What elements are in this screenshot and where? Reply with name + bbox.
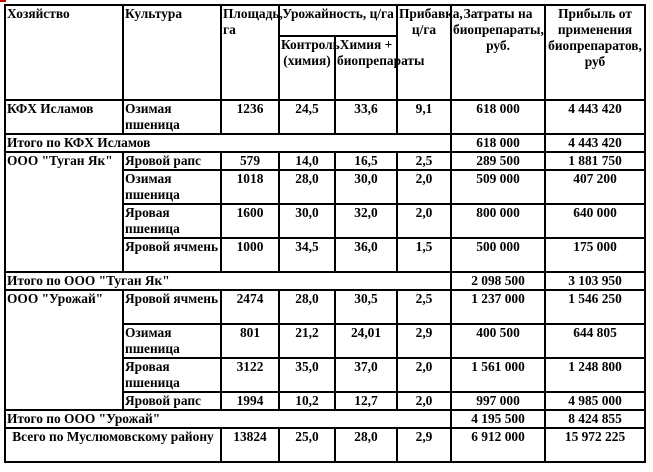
control-yield-cell: 30,0	[279, 204, 335, 238]
subtotal-label: Итого по КФХ Исламов	[5, 134, 451, 152]
subtotal-row	[5, 134, 645, 152]
grand-total-cost: 6 912 000	[451, 428, 545, 462]
grand-total-row	[5, 428, 645, 462]
profit-cell: 644 805	[545, 324, 645, 358]
crop-cell: Яровая пшеница	[123, 204, 221, 238]
gain-cell: 2,0	[397, 358, 451, 392]
gain-cell: 2,0	[397, 170, 451, 204]
area-cell: 579	[221, 152, 279, 170]
grand-total-area: 13824	[221, 428, 279, 462]
chem-yield-cell: 30,5	[335, 290, 397, 324]
chem-yield-cell: 32,0	[335, 204, 397, 238]
cost-cell: 618 000	[451, 100, 545, 134]
cost-cell: 289 500	[451, 152, 545, 170]
subtotal-profit: 3 103 950	[545, 272, 645, 290]
table-row	[5, 100, 645, 134]
gain-cell: 1,5	[397, 238, 451, 272]
control-yield-cell: 35,0	[279, 358, 335, 392]
subtotal-row	[5, 272, 645, 290]
document-frame	[4, 4, 644, 463]
grand-total-label: Всего по Муслюмовскому району	[5, 428, 221, 462]
profit-cell: 1 546 250	[545, 290, 645, 324]
crop-cell: Озимая пшеница	[123, 100, 221, 134]
chem-yield-cell: 12,7	[335, 392, 397, 410]
control-yield-cell: 34,5	[279, 238, 335, 272]
farm-name-cell: ООО "Туган Як"	[5, 152, 123, 272]
header-profit: Прибыль от применения биопрепаратов, руб	[545, 5, 645, 100]
profit-cell: 640 000	[545, 204, 645, 238]
subtotal-label: Итого по ООО "Туган Як"	[5, 272, 451, 290]
red-corner-mark	[0, 0, 6, 2]
chem-yield-cell: 30,0	[335, 170, 397, 204]
header-crop: Культура	[123, 5, 221, 100]
crop-cell: Яровая пшеница	[123, 358, 221, 392]
chem-yield-cell: 24,01	[335, 324, 397, 358]
cost-cell: 800 000	[451, 204, 545, 238]
area-cell: 2474	[221, 290, 279, 324]
control-yield-cell: 28,0	[279, 170, 335, 204]
table-row	[5, 152, 645, 170]
cost-cell: 1 561 000	[451, 358, 545, 392]
subtotal-cost: 618 000	[451, 134, 545, 152]
cost-cell: 997 000	[451, 392, 545, 410]
area-cell: 1018	[221, 170, 279, 204]
profit-cell: 1 248 800	[545, 358, 645, 392]
gain-cell: 9,1	[397, 100, 451, 134]
area-cell: 1994	[221, 392, 279, 410]
crop-cell: Озимая пшеница	[123, 324, 221, 358]
crop-cell: Яровой рапс	[123, 152, 221, 170]
control-yield-cell: 14,0	[279, 152, 335, 170]
control-yield-cell: 21,2	[279, 324, 335, 358]
gain-cell: 2,5	[397, 152, 451, 170]
farm-name-cell: КФХ Исламов	[5, 100, 123, 134]
crop-cell: Яровой ячмень	[123, 238, 221, 272]
subtotal-row	[5, 410, 645, 428]
control-yield-cell: 28,0	[279, 290, 335, 324]
gain-cell: 2,9	[397, 324, 451, 358]
biopreparation-efficiency-table	[4, 4, 646, 463]
profit-cell: 4 985 000	[545, 392, 645, 410]
chem-yield-cell: 16,5	[335, 152, 397, 170]
cost-cell: 509 000	[451, 170, 545, 204]
area-cell: 801	[221, 324, 279, 358]
header-area: Площадь, га	[221, 5, 279, 100]
chem-yield-cell: 33,6	[335, 100, 397, 134]
profit-cell: 175 000	[545, 238, 645, 272]
grand-total-profit: 15 972 225	[545, 428, 645, 462]
grand-total-chem: 28,0	[335, 428, 397, 462]
header-yield-control: Контроль (химия)	[279, 36, 335, 100]
cost-cell: 500 000	[451, 238, 545, 272]
grand-total-gain: 2,9	[397, 428, 451, 462]
header-farm: Хозяйство	[5, 5, 123, 100]
chem-yield-cell: 37,0	[335, 358, 397, 392]
header-cost: Затраты на биопрепараты, руб.	[451, 5, 545, 100]
farm-name-cell: ООО "Урожай"	[5, 290, 123, 410]
header-yield-chem: Химия + биопрепараты	[335, 36, 397, 100]
crop-cell: Озимая пшеница	[123, 170, 221, 204]
cost-cell: 400 500	[451, 324, 545, 358]
gain-cell: 2,0	[397, 204, 451, 238]
crop-cell: Яровой ячмень	[123, 290, 221, 324]
header-row-1	[5, 5, 645, 36]
gain-cell: 2,0	[397, 392, 451, 410]
profit-cell: 1 881 750	[545, 152, 645, 170]
area-cell: 1000	[221, 238, 279, 272]
control-yield-cell: 24,5	[279, 100, 335, 134]
area-cell: 1236	[221, 100, 279, 134]
area-cell: 1600	[221, 204, 279, 238]
crop-cell: Яровой рапс	[123, 392, 221, 410]
header-yield: Урожайность, ц/га	[279, 5, 397, 36]
header-gain: Прибавка, ц/га	[397, 5, 451, 100]
subtotal-cost: 4 195 500	[451, 410, 545, 428]
gain-cell: 2,5	[397, 290, 451, 324]
subtotal-label: Итого по ООО "Урожай"	[5, 410, 451, 428]
profit-cell: 407 200	[545, 170, 645, 204]
subtotal-profit: 4 443 420	[545, 134, 645, 152]
chem-yield-cell: 36,0	[335, 238, 397, 272]
table-row	[5, 290, 645, 324]
subtotal-cost: 2 098 500	[451, 272, 545, 290]
subtotal-profit: 8 424 855	[545, 410, 645, 428]
control-yield-cell: 10,2	[279, 392, 335, 410]
cost-cell: 1 237 000	[451, 290, 545, 324]
profit-cell: 4 443 420	[545, 100, 645, 134]
grand-total-control: 25,0	[279, 428, 335, 462]
area-cell: 3122	[221, 358, 279, 392]
